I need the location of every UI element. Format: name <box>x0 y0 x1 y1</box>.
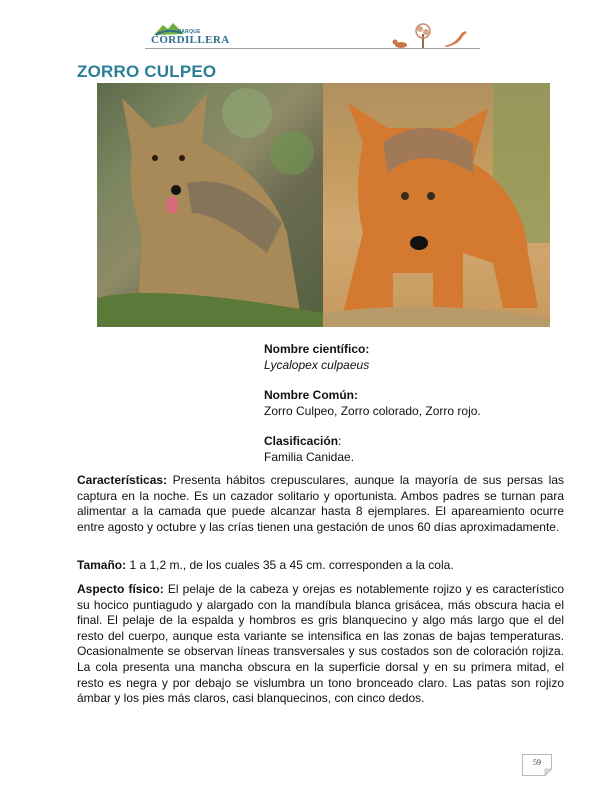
logo-big-text: CORDILLERA <box>151 34 230 46</box>
fox-photo-right <box>323 83 550 327</box>
classification-label: Clasificación <box>264 434 339 448</box>
tree-icon <box>416 24 430 48</box>
aspecto-label: Aspecto físico: <box>77 582 164 596</box>
fox-icon <box>393 40 408 49</box>
tamano-paragraph <box>77 558 564 574</box>
common-name-value: Zorro Culpeo, Zorro colorado, Zorro rojo. <box>264 404 481 418</box>
caracteristicas-paragraph <box>77 473 564 535</box>
classification-value: Familia Canidae. <box>264 450 355 464</box>
header-divider <box>145 48 480 49</box>
caracteristicas-text: Presenta hábitos crepusculares, aunque la mayoría de sus persas las captura en la noche. Es un cazador solitario y oportunista. Ambos padres se turnan para alimentar a la camada que puede alcanzar hasta 8 ejemplares. El apareamiento ocurre entre agosto y octubre y las crías tienen una gestación de unos 60 días aproximadamente. <box>77 473 564 534</box>
caracteristicas-label: Características: <box>77 473 168 487</box>
fox-photo-left <box>97 83 323 327</box>
species-info <box>264 341 481 465</box>
tamano-text: 1 a 1,2 m., de los cuales 35 a 45 cm. corresponden a la cola. <box>126 558 454 572</box>
tamano-label: Tamaño: <box>77 558 127 572</box>
logo-small-text: PARQUE <box>178 29 201 35</box>
classification-colon: : <box>338 434 342 448</box>
page-number: 59 <box>533 758 541 767</box>
photo-strip <box>97 83 550 327</box>
page-number-badge <box>522 754 552 776</box>
header-decoration <box>389 22 474 50</box>
aspecto-text: El pelaje de la cabeza y orejas es notablemente rojizo y es característico su hocico puntiagudo y alargado con la mandíbula blanca grisácea, más obscura hacia el final. El pelaje de la espalda y hombros es gris blanquecino y algo más largo que el del resto del cuerpo, aunque esta variante se intensifica en las zonas de bajas temperaturas. Ocasionalmente se observan líneas transversales y sus costados son de coloración rojiza. La cola presenta una mancha obscura en la superficie dorsal y en su primera mitad, el resto es negra y por debajo se vislumbra un tono bronceado claro. Las patas son rojizo ámbar y los pies más claros, casi blanquecinos, con cinco dedos. <box>77 582 564 706</box>
scientific-name-value: Lycalopex culpaeus <box>264 358 370 372</box>
common-name-label: Nombre Común: <box>264 388 358 402</box>
aspecto-paragraph <box>77 582 564 707</box>
page-title: ZORRO CULPEO <box>77 62 217 81</box>
classification-heading <box>264 433 481 449</box>
scientific-name-label: Nombre científico: <box>264 342 370 356</box>
bird-icon <box>444 31 467 47</box>
page-header <box>145 20 480 52</box>
parque-cordillera-logo <box>148 22 230 48</box>
